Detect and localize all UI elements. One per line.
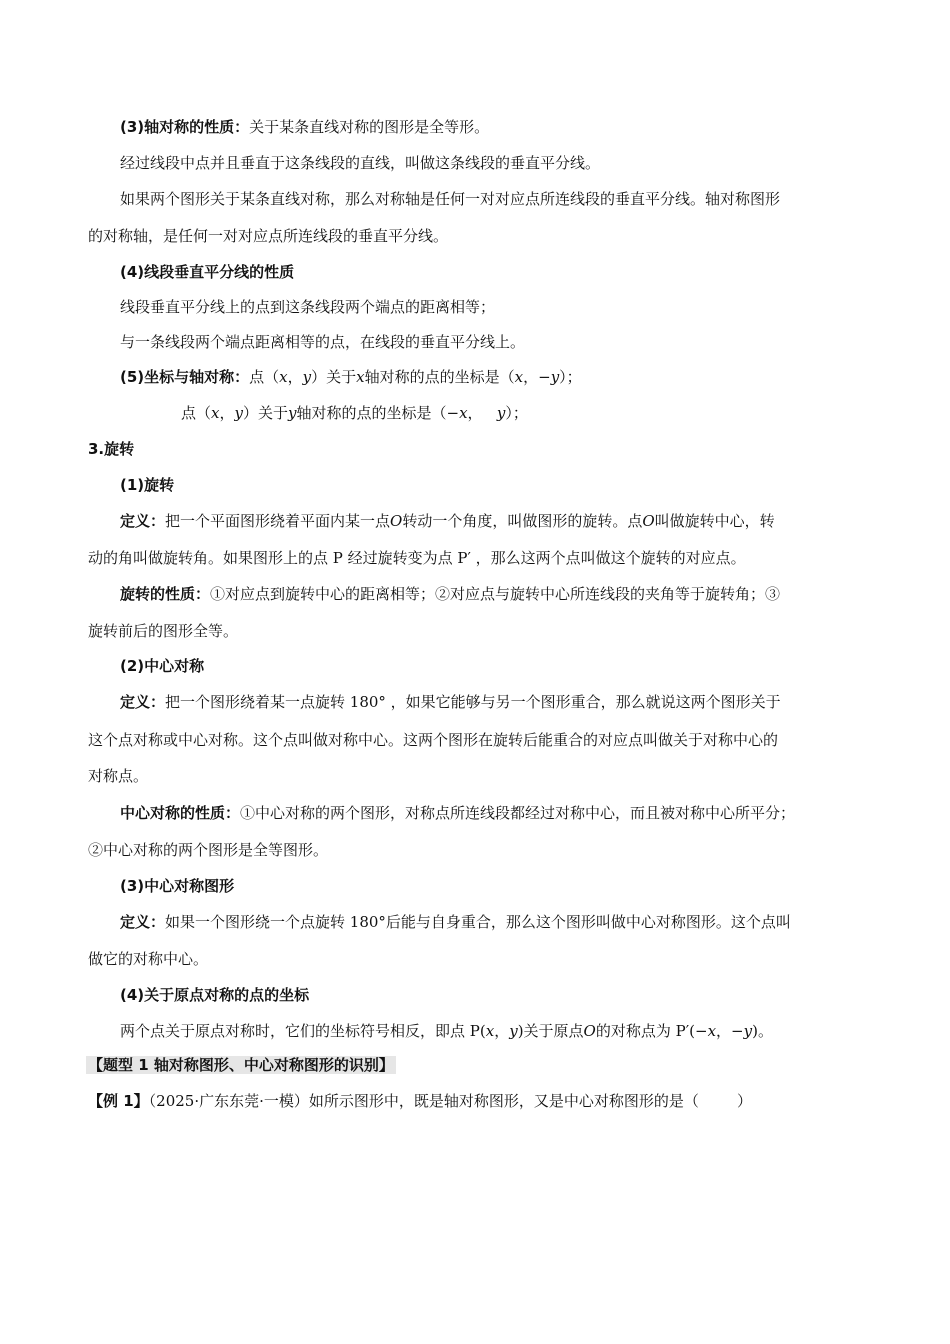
math-var: x (211, 404, 220, 422)
text-run: 把一个平面图形绕着平面内某一点 (165, 512, 391, 530)
text-run: 转动一个角度，叫做图形的旋转。点 (402, 512, 643, 530)
text-run: 把一个图形绕着某一点旋转 180° ，如果它能够与另一个图形重合，那么就说这两个图形关于 (165, 693, 781, 711)
math-var: y (743, 1022, 753, 1040)
text-run: 轴对称的点的坐标是（ (364, 368, 515, 386)
math-var: −y (538, 368, 560, 386)
example-label: 【例 1】 (88, 1092, 149, 1110)
question-type-heading-text: 【题型 1 轴对称图形、中心对称图形的识别】 (88, 1056, 394, 1074)
paragraph-text: 关于某条直线对称的图形是全等形。 (249, 118, 490, 136)
question-type-heading (86, 1055, 396, 1075)
math-var: O (583, 1022, 596, 1040)
math-var: y (302, 368, 312, 386)
subsection-title: (2)中心对称 (120, 657, 205, 675)
text-run: ，− (716, 1022, 744, 1040)
central-symmetry-property-line (120, 803, 795, 823)
text-run: ①中心对称的两个图形，对称点所连线段都经过对称中心，而且被对称中心所平分； (240, 804, 796, 822)
math-var: y (509, 1022, 518, 1040)
paragraph-line: 线段垂直平分线上的点到这条线段两个端点的距离相等； (120, 298, 496, 316)
math-var: x (485, 1022, 495, 1040)
text-run: ）关于 (242, 404, 288, 422)
text-run: ， (287, 368, 303, 386)
paragraph-line: 旋转前后的图形全等。 (88, 622, 239, 640)
text-run: ， (467, 404, 497, 422)
paragraph-line: 的对称轴，是任何一对对应点所连线段的垂直平分线。 (88, 227, 449, 245)
math-var: x (279, 368, 288, 386)
subsection-title: (5)坐标与轴对称： (120, 368, 250, 386)
text-run: 的对称点为 P′(− (595, 1022, 708, 1040)
property-label: 旋转的性质： (120, 585, 211, 603)
text-run: ）； (505, 404, 528, 422)
text-run: ， (494, 1022, 510, 1040)
central-symmetry-definition-line (120, 692, 781, 712)
text-run: ）关于 (311, 368, 357, 386)
text-run: ， (219, 404, 235, 422)
property-label: 中心对称的性质： (120, 804, 241, 822)
coordinate-symmetry-line-y (181, 403, 528, 423)
rotation-property-line (120, 584, 780, 604)
perpendicular-bisector-definition: 经过线段中点并且垂直于这条线段的直线，叫做这条线段的垂直平分线。 (120, 154, 601, 172)
math-var: y (496, 404, 506, 422)
text-run: 两个点关于原点对称时，它们的坐标符号相反，即点 P( (120, 1022, 486, 1040)
example-question (88, 1091, 752, 1111)
math-var: x (514, 368, 524, 386)
paragraph-line: ②中心对称的两个图形是全等图形。 (88, 841, 329, 859)
math-var: O (390, 512, 403, 530)
text-run: ①对应点到旋转中心的距离相等；②对应点与旋转中心所连线段的夹角等于旋转角；③ (210, 585, 781, 603)
text-run: 如果一个图形绕一个点旋转 180°后能与自身重合，那么这个图形叫做中心对称图形。这个点叫 (165, 913, 791, 931)
definition-label: 定义： (120, 693, 166, 711)
text-run: 点（ (249, 368, 280, 386)
subsection-title: (4)关于原点对称的点的坐标 (120, 986, 310, 1004)
paragraph-line: 对称点。 (88, 767, 149, 785)
paragraph-line: 做它的对称中心。 (88, 950, 209, 968)
text-run: 叫做旋转中心，转 (654, 512, 775, 530)
text-run: 点（ (181, 404, 212, 422)
definition-label: 定义： (120, 512, 166, 530)
subsection-title: (4)线段垂直平分线的性质 (120, 263, 295, 281)
origin-symmetry-line (120, 1021, 773, 1041)
rotation-definition-line (120, 511, 775, 531)
central-figure-definition-line (120, 912, 791, 932)
subsection-title: (1)旋转 (120, 476, 175, 494)
math-var: y (288, 404, 297, 422)
paragraph-line: 如果两个图形关于某条直线对称，那么对称轴是任何一对对应点所连线段的垂直平分线。轴对称图形 (120, 190, 781, 208)
text-run: )关于原点 (517, 1022, 584, 1040)
math-var: x (707, 1022, 717, 1040)
paragraph-line: 动的角叫做旋转角。如果图形上的点 P 经过旋转变为点 P′ ，那么这两个点叫做这个旋转的对应点。 (88, 549, 746, 567)
section-title: 3.旋转 (88, 440, 135, 458)
text-run: 轴对称的点的坐标是（ (296, 404, 447, 422)
definition-label: 定义： (120, 913, 166, 931)
example-text: （2025·广东东莞·一模）如所示图形中，既是轴对称图形，又是中心对称图形的是（ ） (148, 1092, 753, 1110)
paragraph-line: 这个点对称或中心对称。这个点叫做对称中心。这两个图形在旋转后能重合的对应点叫做关于对称中心的 (88, 731, 779, 749)
axis-symmetry-property (120, 117, 489, 137)
text-run: ， (523, 368, 539, 386)
paragraph-line: 与一条线段两个端点距离相等的点，在线段的垂直平分线上。 (120, 333, 526, 351)
text-run: )。 (752, 1022, 773, 1040)
math-var: −x (446, 404, 468, 422)
subsection-title: (3)轴对称的性质： (120, 118, 250, 136)
coordinate-symmetry-line-x (120, 367, 582, 387)
math-var: O (642, 512, 655, 530)
text-run: ）； (559, 368, 582, 386)
subsection-title: (3)中心对称图形 (120, 877, 235, 895)
math-var: x (356, 368, 365, 386)
math-var: y (234, 404, 243, 422)
